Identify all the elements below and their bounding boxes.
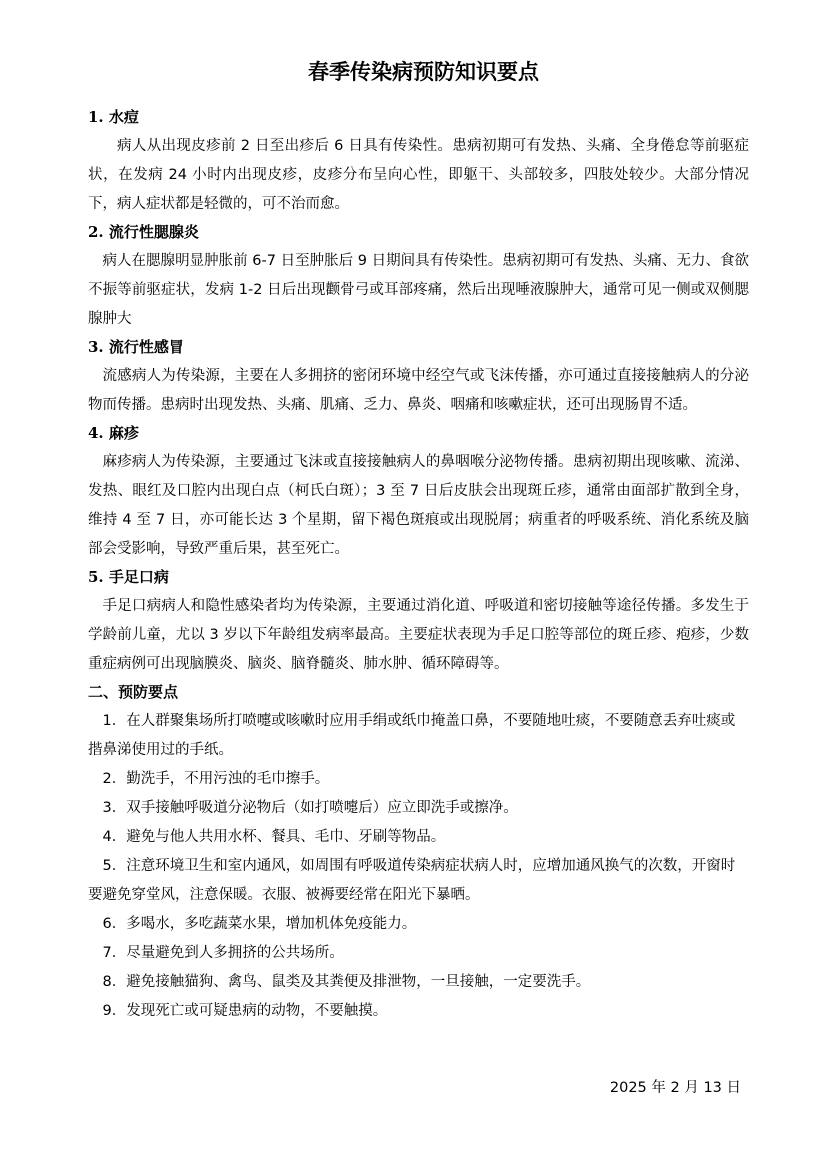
section-measles: [88, 422, 749, 564]
section-heading: 4. 麻疹: [88, 424, 139, 442]
list-item: 1．在人群聚集场所打喷嚏或咳嗽时应用手绢或纸巾掩盖口鼻，不要随地吐痰，不要随意丢弃吐痰或揩鼻涕使用过的手纸。: [88, 713, 736, 758]
section-heading: 二、预防要点: [88, 683, 179, 701]
section-prevention: [88, 681, 749, 1026]
section-mumps: [88, 221, 749, 334]
section-text: 流感病人为传染源，主要在人多拥挤的密闭环境中经空气或飞沫传播，亦可通过直接接触病人的分泌物而传播。患病时出现发热、头痛、肌痛、乏力、鼻炎、咽痛和咳嗽症状，还可出现肠胃不适。: [88, 368, 749, 413]
section-heading: 2. 流行性腮腺炎: [88, 223, 199, 241]
section-hand-foot-mouth: [88, 566, 749, 679]
section-heading: 5. 手足口病: [88, 568, 169, 586]
list-item: 8．避免接触猫狗、禽鸟、鼠类及其粪便及排泄物，一旦接触，一定要洗手。: [102, 974, 591, 990]
list-item: 2．勤洗手，不用污浊的毛巾擦手。: [102, 771, 330, 787]
section-influenza: [88, 336, 749, 420]
prevention-list: [88, 707, 749, 1026]
section-text: 手足口病病人和隐性感染者均为传染源，主要通过消化道、呼吸道和密切接触等途径传播。多发生于学龄前儿童，尤以 3 岁以下年龄组发病率最高。主要症状表现为手足口腔等部位的斑丘疹、疱疹，少数重症病例可出现脑膜炎、脑炎、脑脊髓炎、肺水肿、循环障碍等。: [88, 598, 749, 672]
list-item: 7．尽量避免到人多拥挤的公共场所。: [102, 945, 344, 961]
list-item: 9．发现死亡或可疑患病的动物，不要触摸。: [102, 1003, 388, 1019]
section-chickenpox: [88, 106, 749, 219]
list-item: 5．注意环境卫生和室内通风，如周围有呼吸道传染病症状病人时，应增加通风换气的次数，开窗时要避免穿堂风，注意保暖。衣服、被褥要经常在阳光下暴晒。: [88, 858, 736, 903]
list-item: 4．避免与他人共用水杯、餐具、毛巾、牙刷等物品。: [102, 829, 446, 845]
section-heading: 1. 水痘: [88, 108, 139, 126]
page-title: 春季传染病预防知识要点: [308, 59, 539, 84]
section-text: 病人从出现皮疹前 2 日至出疹后 6 日具有传染性。患病初期可有发热、头痛、全身倦怠等前驱症状，在发病 24 小时内出现皮疹，皮疹分布呈向心性，即躯干、头部较多，四肢处较少。大部分情况下，病人症状都是轻微的，可不治而愈。: [88, 138, 749, 212]
document-date: 2025 年 2 月 13 日: [609, 1080, 741, 1096]
section-text: 病人在腮腺明显肿胀前 6-7 日至肿胀后 9 日期间具有传染性。患病初期可有发热、头痛、无力、食欲不振等前驱症状，发病 1-2 日后出现颧骨弓或耳部疼痛，然后出现唾液腺肿大，通常可见一侧或双侧腮腺肿大: [88, 253, 749, 327]
list-item: 3．双手接触呼吸道分泌物后（如打喷嚏后）应立即洗手或擦净。: [102, 800, 518, 816]
section-text: 麻疹病人为传染源，主要通过飞沫或直接接触病人的鼻咽喉分泌物传播。患病初期出现咳嗽、流涕、发热、眼红及口腔内出现白点（柯氏白斑）；3 至 7 日后皮肤会出现斑丘疹，通常由面部扩散到全身，维持 4 至 7 日，亦可能长达 3 个星期，留下褐色斑痕或出现脱屑；病重者的呼吸系统、消化系统及脑部会受影响，导致严重后果，甚至死亡。: [88, 454, 749, 557]
section-heading: 3. 流行性感冒: [88, 338, 184, 356]
list-item: 6．多喝水，多吃蔬菜水果，增加机体免疫能力。: [102, 916, 417, 932]
